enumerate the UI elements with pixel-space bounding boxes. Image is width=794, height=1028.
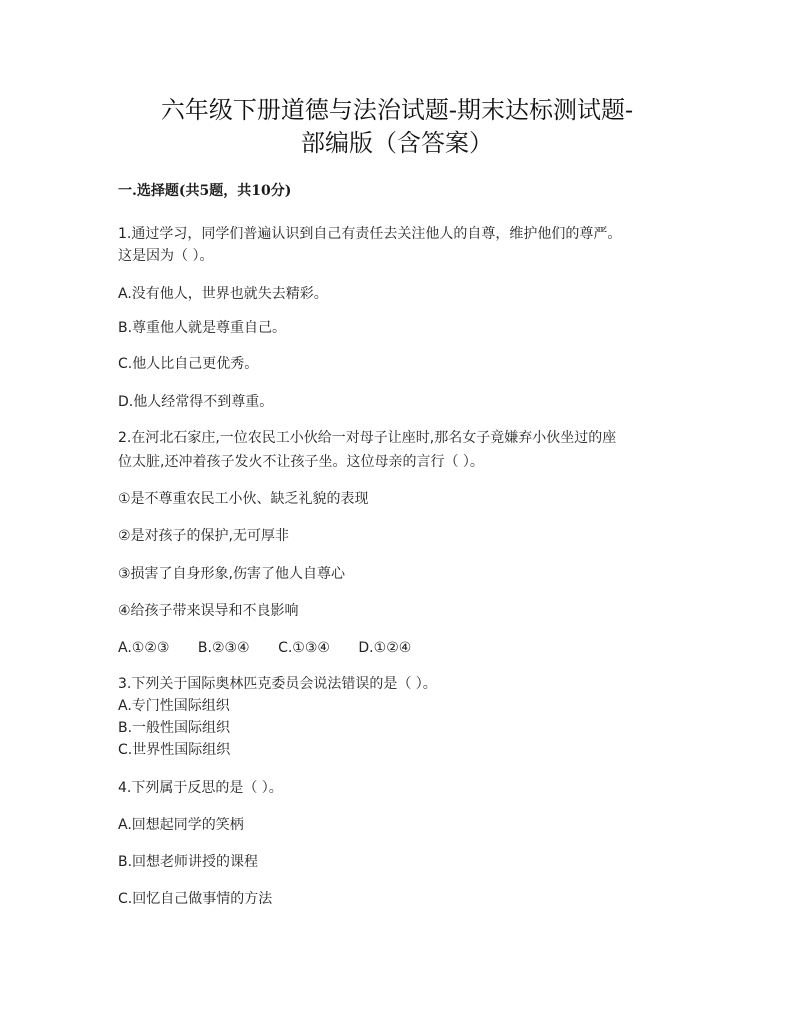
q1-stem-line1: 1.通过学习，同学们普遍认识到自己有责任去关注他人的自尊，维护他们的尊严。: [118, 226, 622, 242]
q1-option-b: B.尊重他人就是尊重自己。: [118, 320, 287, 336]
q1-option-c: C.他人比自己更优秀。: [118, 356, 259, 372]
q2-option-b: B.②③④: [197, 640, 250, 656]
q1-stem-line2: 这是因为（ ）。: [118, 248, 214, 264]
section-heading: 一.选择题(共5题，共10分): [118, 183, 292, 199]
q2-stem-line2: 位太脏,还冲着孩子发火不让孩子坐。这位母亲的言行（ ）。: [118, 454, 484, 470]
q2-stem-line1: 2.在河北石家庄,一位农民工小伙给一对母子让座时,那名女子竟嫌弃小伙坐过的座: [118, 430, 617, 446]
document-title-line1: 六年级下册道德与法治试题-期末达标测试题-: [160, 96, 634, 124]
q1-option-a: A.没有他人，世界也就失去精彩。: [118, 286, 328, 302]
q2-statement-1: ①是不尊重农民工小伙、缺乏礼貌的表现: [118, 491, 369, 507]
q2-statement-3: ③损害了自身形象,伤害了他人自尊心: [118, 566, 346, 582]
q4-option-c: C.回忆自己做事情的方法: [118, 891, 273, 907]
q2-options-row: [118, 638, 435, 658]
q2-option-a: A.①②③: [118, 640, 170, 656]
q3-option-b: B.一般性国际组织: [118, 720, 231, 736]
q4-option-b: B.回想老师讲授的课程: [118, 854, 259, 870]
q2-option-c: C.①③④: [278, 640, 330, 656]
q3-stem: 3.下列关于国际奥林匹克委员会说法错误的是（ ）。: [118, 676, 437, 692]
q3-option-c: C.世界性国际组织: [118, 742, 231, 758]
q4-stem: 4.下列属于反思的是（ ）。: [118, 780, 283, 796]
q1-option-d: D.他人经常得不到尊重。: [118, 394, 274, 410]
q2-option-d: D.①②④: [358, 640, 412, 656]
q4-option-a: A.回想起同学的笑柄: [118, 817, 244, 833]
q2-statement-2: ②是对孩子的保护,无可厚非: [118, 528, 290, 544]
document-title-line2: 部编版（含答案）: [301, 129, 493, 157]
q3-option-a: A.专门性国际组织: [118, 698, 230, 714]
q2-statement-4: ④给孩子带来误导和不良影响: [118, 603, 299, 619]
